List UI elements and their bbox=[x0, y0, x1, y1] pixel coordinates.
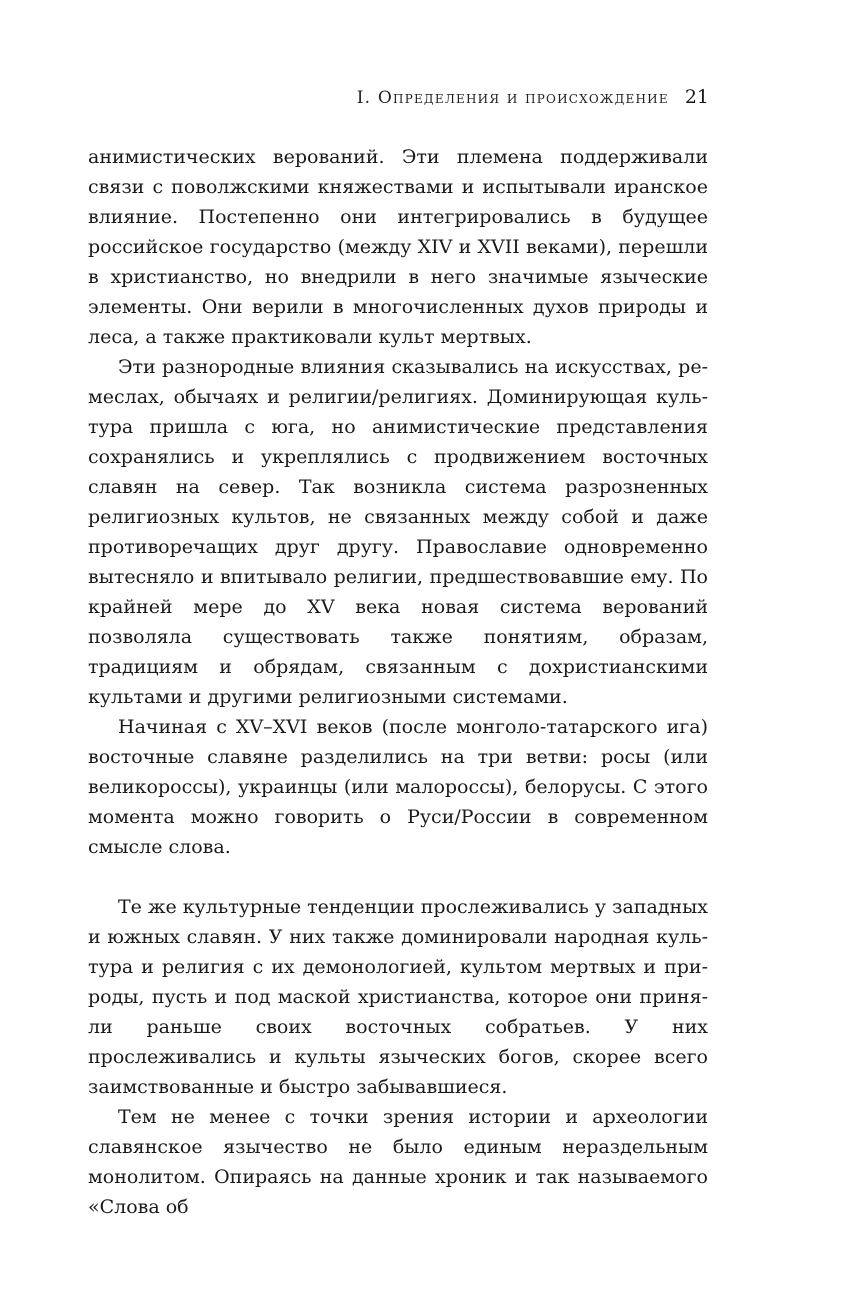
running-title: I. Определения и происхождение bbox=[356, 88, 669, 108]
body-text bbox=[88, 142, 708, 1222]
running-header bbox=[357, 86, 709, 108]
paragraph-3: Начиная с XV–XVI веков (после монголо-татарского ига) восточные славяне разделились на три ветви: росы (или великороссы), украинцы (или малороссы), белорусы. С этого момента можно говорить о Руси/России в современном смысле слова. bbox=[88, 716, 708, 858]
paragraph-5: Тем не менее с точки зрения истории и археологии славянское язычество не было единым нераздельным монолитом. Опираясь на данные хроник и так называемого «Слова об bbox=[88, 1106, 708, 1218]
page-number: 21 bbox=[684, 86, 709, 108]
section-break bbox=[88, 862, 708, 892]
paragraph-1: анимистических верований. Эти племена поддерживали связи с поволжскими княжествами и испытывали иранское влияние. Постепенно они интегрировались в будущее российское государство (между XIV и XVII веками), перешли в христианство, но внедрили в него значимые языческие элементы. Они верили в многочисленных духов природы и леса, а также практиковали культ мертвых. bbox=[88, 146, 708, 348]
paragraph-2: Эти разнородные влияния сказывались на искусствах, ремеслах, обычаях и религии/религиях. Доминирующая культура пришла с юга, но анимистические представления сохранялись и укреплялись с продвижением восточных славян на север. Так возникла система разрозненных религиозных культов, не связанных между собой и даже противоречащих друг другу. Православие одновременно вытесняло и впитывало религии, предшествовавшие ему. По крайней мере до XV века новая система верований позволяла существовать также понятиям, образам, традициям и обрядам, связанным с дохристианскими культами и другими религиозными системами. bbox=[88, 356, 708, 708]
paragraph-4: Те же культурные тенденции прослеживались у западных и южных славян. У них также доминировали народная культура и религия с их демонологией, культом мертвых и природы, пусть и под маской христианства, которое они приняли раньше своих восточных собратьев. У них прослеживались и культы языческих богов, скорее всего заимствованные и быстро забывавшиеся. bbox=[88, 896, 708, 1098]
